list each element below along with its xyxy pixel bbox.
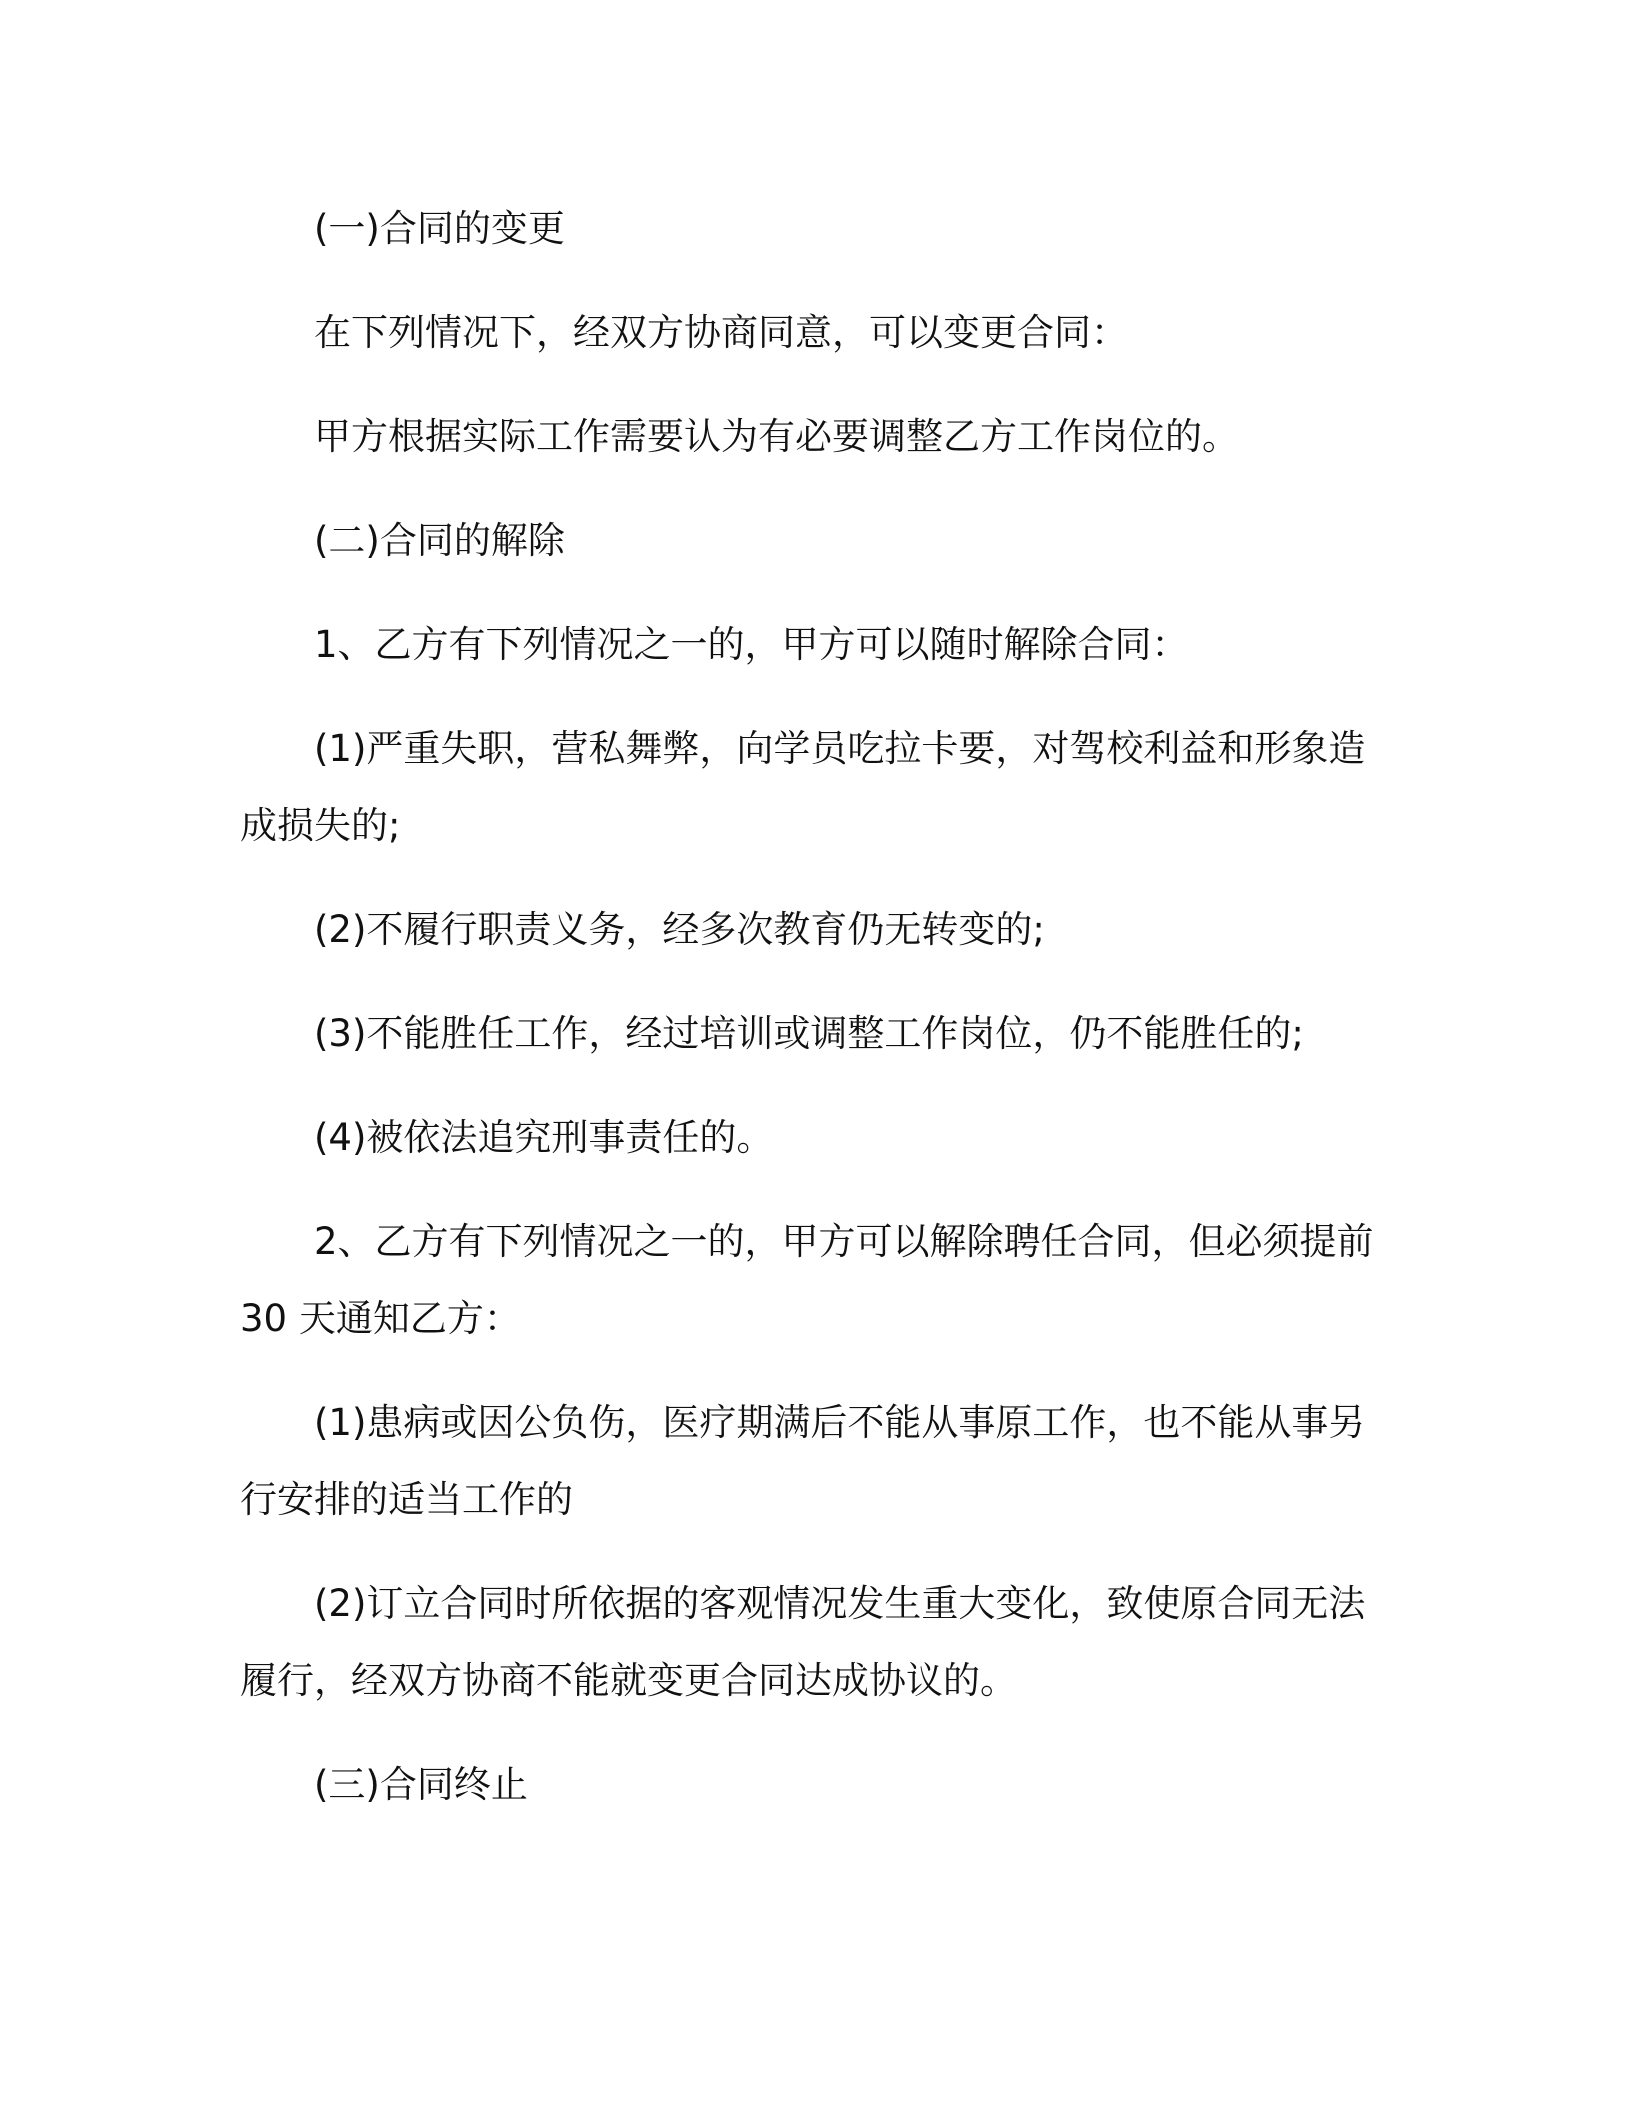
document-body [240,190,1375,1823]
list-item: (4)被依法追究刑事责任的。 [314,1116,774,1159]
paragraph: 在下列情况下，经双方协商同意，可以变更合同： [314,311,1128,354]
section-heading-contract-change: (一)合同的变更 [314,207,565,250]
list-item: (3)不能胜任工作，经过培训或调整工作岗位，仍不能胜任的; [314,1012,1304,1055]
section-heading-contract-termination: (二)合同的解除 [314,519,565,562]
list-item: (1)患病或因公负伤，医疗期满后不能从事原工作，也不能从事另行安排的适当工作的 [240,1401,1366,1521]
section-heading-contract-end: (三)合同终止 [314,1763,528,1806]
list-item: (2)不履行职责义务，经多次教育仍无转变的; [314,908,1045,951]
paragraph: 甲方根据实际工作需要认为有必要调整乙方工作岗位的。 [314,415,1239,458]
list-item: (1)严重失职，营私舞弊，向学员吃拉卡要，对驾校利益和形象造成损失的; [240,727,1366,847]
list-item: (2)订立合同时所依据的客观情况发生重大变化，致使原合同无法履行，经双方协商不能就变更合同达成协议的。 [240,1582,1366,1702]
clause-2: 2、乙方有下列情况之一的，甲方可以解除聘任合同，但必须提前 30 天通知乙方： [240,1220,1374,1340]
clause-1: 1、乙方有下列情况之一的，甲方可以随时解除合同： [314,623,1189,666]
